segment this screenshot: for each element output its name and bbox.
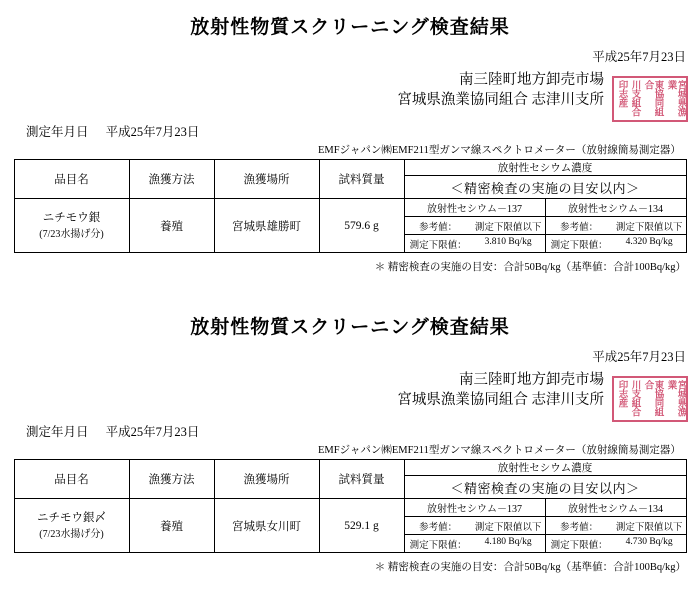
cell-lod-cs137 (404, 235, 545, 253)
lod-label-cs134: 測定下限値： (550, 540, 608, 551)
lod-label-cs137: 測定下限値： (409, 540, 467, 551)
cell-lod-cs134 (545, 535, 686, 553)
cooperative-name: 宮城県漁業協同組合 志津川支所 (397, 91, 604, 108)
cell-catch-method: 養殖 (129, 199, 214, 253)
header-sample-mass: 試料質量 (319, 160, 404, 199)
organization-block (0, 371, 700, 410)
lod-value-cs137: 4.180 Bq/kg (484, 536, 532, 547)
cell-isotope-name-cs134: 放射性セシウム－134 (545, 499, 686, 517)
cell-isotope-name-cs134: 放射性セシウム－134 (545, 199, 686, 217)
footnote: ＊ 精密検査の実施の目安：合計50Bq/kg（基準値：合計100Bq/kg） (374, 262, 686, 274)
measurement-date-label: 測定年月日 (26, 425, 89, 440)
header-cesium-concentration: 放射性セシウム濃度 (404, 160, 686, 176)
reference-label-cs137: 参考値： (419, 522, 458, 533)
cell-sample-mass: 529.1 g (319, 499, 404, 553)
header-guide-text: ＜精密検査の実施の目安以内＞ (404, 176, 686, 199)
item-name-main: ニチモウ銀 (42, 211, 101, 224)
cell-sample-mass: 579.6 g (319, 199, 404, 253)
measurement-date-value: 平成25年7月23日 (105, 425, 200, 440)
header-catch-method: 漁獲方法 (129, 460, 214, 499)
cell-isotope-name-cs137: 放射性セシウム－137 (404, 499, 545, 517)
reference-label-cs134: 参考値： (560, 222, 599, 233)
seal-column-2: 東協同組合 (642, 379, 663, 416)
header-item-name: 品目名 (14, 160, 129, 199)
table-header-row (14, 160, 686, 176)
seal-column-4: 印志産 (616, 79, 627, 107)
lod-value-cs134: 4.730 Bq/kg (625, 536, 673, 547)
footnote: ＊ 精密検査の実施の目安：合計50Bq/kg（基準値：合計100Bq/kg） (374, 562, 686, 574)
reference-value-cs134: 測定下限値以下 (615, 522, 683, 533)
reference-value-cs137: 測定下限値以下 (474, 522, 542, 533)
cell-reference-cs134 (545, 517, 686, 535)
seal-column-3: 川支組合 (629, 379, 640, 416)
table-row (14, 199, 686, 217)
measurement-date-label: 測定年月日 (26, 125, 89, 140)
cell-item-name (14, 199, 129, 253)
header-catch-place: 漁獲場所 (214, 460, 319, 499)
measurement-date-row (0, 122, 700, 140)
item-name-main: ニチモウ銀〆 (37, 511, 106, 524)
lod-label-cs134: 測定下限値： (550, 240, 608, 251)
seal-column-3: 川支組合 (629, 79, 640, 116)
seal-column-2: 東協同組合 (642, 79, 663, 116)
cell-catch-method: 養殖 (129, 499, 214, 553)
official-seal (612, 376, 688, 422)
page-title: 放射性物質スクリーニング検査結果 (190, 317, 510, 338)
cell-isotope-name-cs137: 放射性セシウム－137 (404, 199, 545, 217)
device-description: EMFジャパン㈱EMF211型ガンマ線スペクトロメーター（放射線簡易測定器） (318, 445, 681, 457)
official-seal (612, 76, 688, 122)
cell-lod-cs134 (545, 235, 686, 253)
cell-catch-place: 宮城県雄勝町 (214, 199, 319, 253)
market-name: 南三陸町地方卸売市場 (459, 72, 604, 88)
reference-value-cs137: 測定下限値以下 (474, 222, 542, 233)
results-table (14, 459, 687, 553)
cell-reference-cs137 (404, 217, 545, 235)
lod-value-cs134: 4.320 Bq/kg (625, 236, 673, 247)
measurement-date-row (0, 422, 700, 440)
results-table (14, 159, 687, 253)
issue-date: 平成25年7月23日 (592, 50, 686, 64)
page-title: 放射性物質スクリーニング検査結果 (190, 17, 510, 38)
reference-label-cs134: 参考値： (560, 522, 599, 533)
header-catch-method: 漁獲方法 (129, 160, 214, 199)
header-cesium-concentration: 放射性セシウム濃度 (404, 460, 686, 476)
reference-value-cs134: 測定下限値以下 (615, 222, 683, 233)
item-name-sub: (7/23水揚げ分) (39, 528, 104, 540)
cooperative-name: 宮城県漁業協同組合 志津川支所 (397, 391, 604, 408)
seal-column-1: 宮城県漁業 (665, 79, 686, 116)
cell-item-name (14, 499, 129, 553)
seal-column-4: 印志産 (616, 379, 627, 407)
item-name-sub: (7/23水揚げ分) (39, 228, 104, 240)
lod-value-cs137: 3.810 Bq/kg (484, 236, 532, 247)
market-name: 南三陸町地方卸売市場 (459, 372, 604, 388)
cell-reference-cs137 (404, 517, 545, 535)
lod-label-cs137: 測定下限値： (409, 240, 467, 251)
header-catch-place: 漁獲場所 (214, 160, 319, 199)
table-row (14, 499, 686, 517)
seal-column-1: 宮城県漁業 (665, 379, 686, 416)
measurement-date-value: 平成25年7月23日 (105, 125, 200, 140)
organization-block (0, 71, 700, 110)
reference-label-cs137: 参考値： (419, 222, 458, 233)
table-header-row (14, 460, 686, 476)
header-sample-mass: 試料質量 (319, 460, 404, 499)
cell-catch-place: 宮城県女川町 (214, 499, 319, 553)
report-section (0, 300, 700, 600)
cell-reference-cs134 (545, 217, 686, 235)
cell-lod-cs137 (404, 535, 545, 553)
device-description: EMFジャパン㈱EMF211型ガンマ線スペクトロメーター（放射線簡易測定器） (318, 145, 681, 157)
issue-date: 平成25年7月23日 (592, 350, 686, 364)
header-item-name: 品目名 (14, 460, 129, 499)
header-guide-text: ＜精密検査の実施の目安以内＞ (404, 476, 686, 499)
